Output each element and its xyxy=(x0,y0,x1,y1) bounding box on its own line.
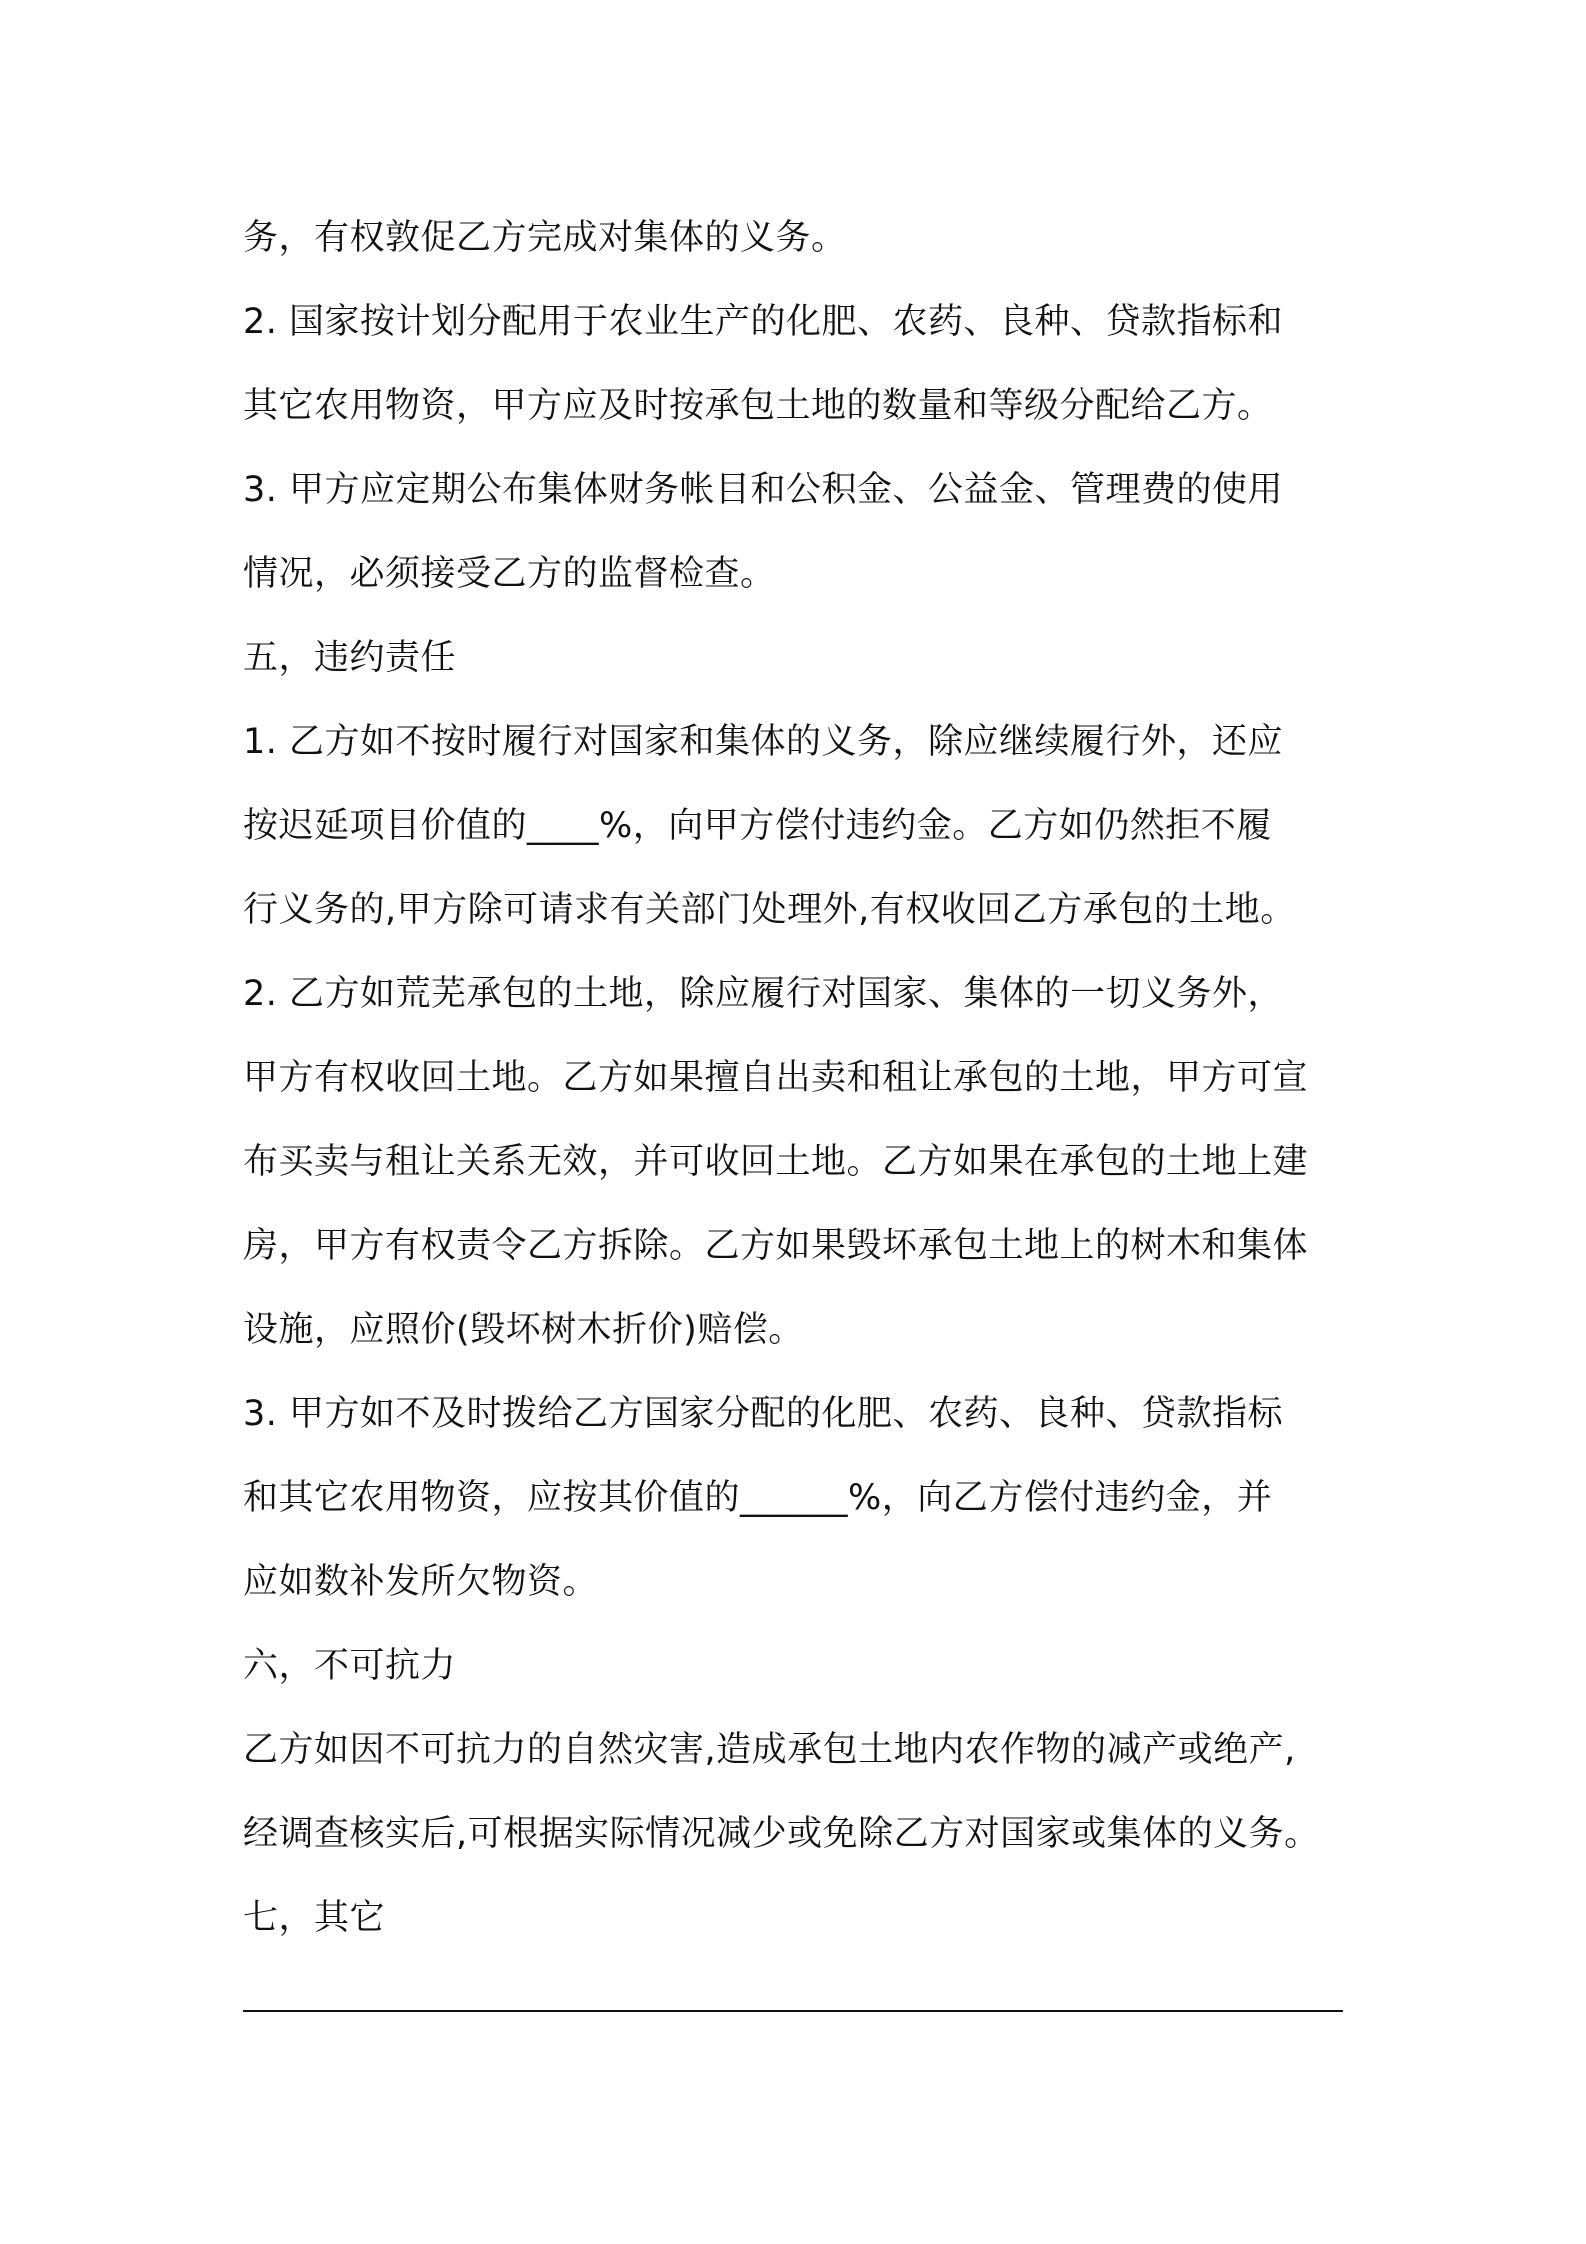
clause-5-1-line-3: 行义务的,甲方除可请求有关部门处理外,有权收回乙方承包的土地。 xyxy=(243,890,1296,930)
clause-4-2-line-2: 其它农用物资，甲方应及时按承包土地的数量和等级分配给乙方。 xyxy=(243,386,1273,426)
clause-4-2-line-1: 2. 国家按计划分配用于农业生产的化肥、农药、良种、贷款指标和 xyxy=(243,302,1284,342)
section-heading-force-majeure: 六，不可抗力 xyxy=(243,1646,457,1686)
clause-5-2-line-2: 甲方有权收回土地。乙方如果擅自出卖和租让承包的土地，甲方可宣 xyxy=(243,1058,1309,1098)
clause-5-2-line-1: 2. 乙方如荒芜承包的土地，除应履行对国家、集体的一切义务外， xyxy=(243,974,1284,1014)
clause-5-2-line-4: 房，甲方有权责令乙方拆除。乙方如果毁坏承包土地上的树木和集体 xyxy=(243,1226,1309,1266)
clause-5-2-line-3: 布买卖与租让关系无效，并可收回土地。乙方如果在承包的土地上建 xyxy=(243,1142,1309,1182)
clause-5-3-line-2: 和其它农用物资，应按其价值的______%，向乙方偿付违约金，并 xyxy=(243,1478,1273,1518)
clause-5-2-line-5: 设施，应照价(毁坏树木折价)赔偿。 xyxy=(243,1310,804,1350)
clause-4-3-line-2: 情况，必须接受乙方的监督检查。 xyxy=(243,554,776,594)
clause-4-3-line-1: 3. 甲方应定期公布集体财务帐目和公积金、公益金、管理费的使用 xyxy=(243,470,1284,510)
force-majeure-line-2: 经调查核实后,可根据实际情况减少或免除乙方对国家或集体的义务。 xyxy=(243,1814,1320,1854)
clause-5-1-line-1: 1. 乙方如不按时履行对国家和集体的义务，除应继续履行外，还应 xyxy=(243,722,1284,762)
blank-fill-line xyxy=(243,2010,1343,2012)
section-heading-other: 七，其它 xyxy=(243,1898,386,1938)
force-majeure-line-1: 乙方如因不可抗力的自然灾害,造成承包土地内农作物的减产或绝产, xyxy=(243,1730,1296,1770)
text-line: 务，有权敦促乙方完成对集体的义务。 xyxy=(243,218,847,258)
clause-5-1-line-2: 按迟延项目价值的____%，向甲方偿付违约金。乙方如仍然拒不履 xyxy=(243,806,1272,846)
clause-5-3-line-3: 应如数补发所欠物资。 xyxy=(243,1562,599,1602)
section-heading-breach: 五，违约责任 xyxy=(243,638,457,678)
clause-5-3-line-1: 3. 甲方如不及时拨给乙方国家分配的化肥、农药、良种、贷款指标 xyxy=(243,1394,1284,1434)
document-body xyxy=(243,196,1363,1960)
